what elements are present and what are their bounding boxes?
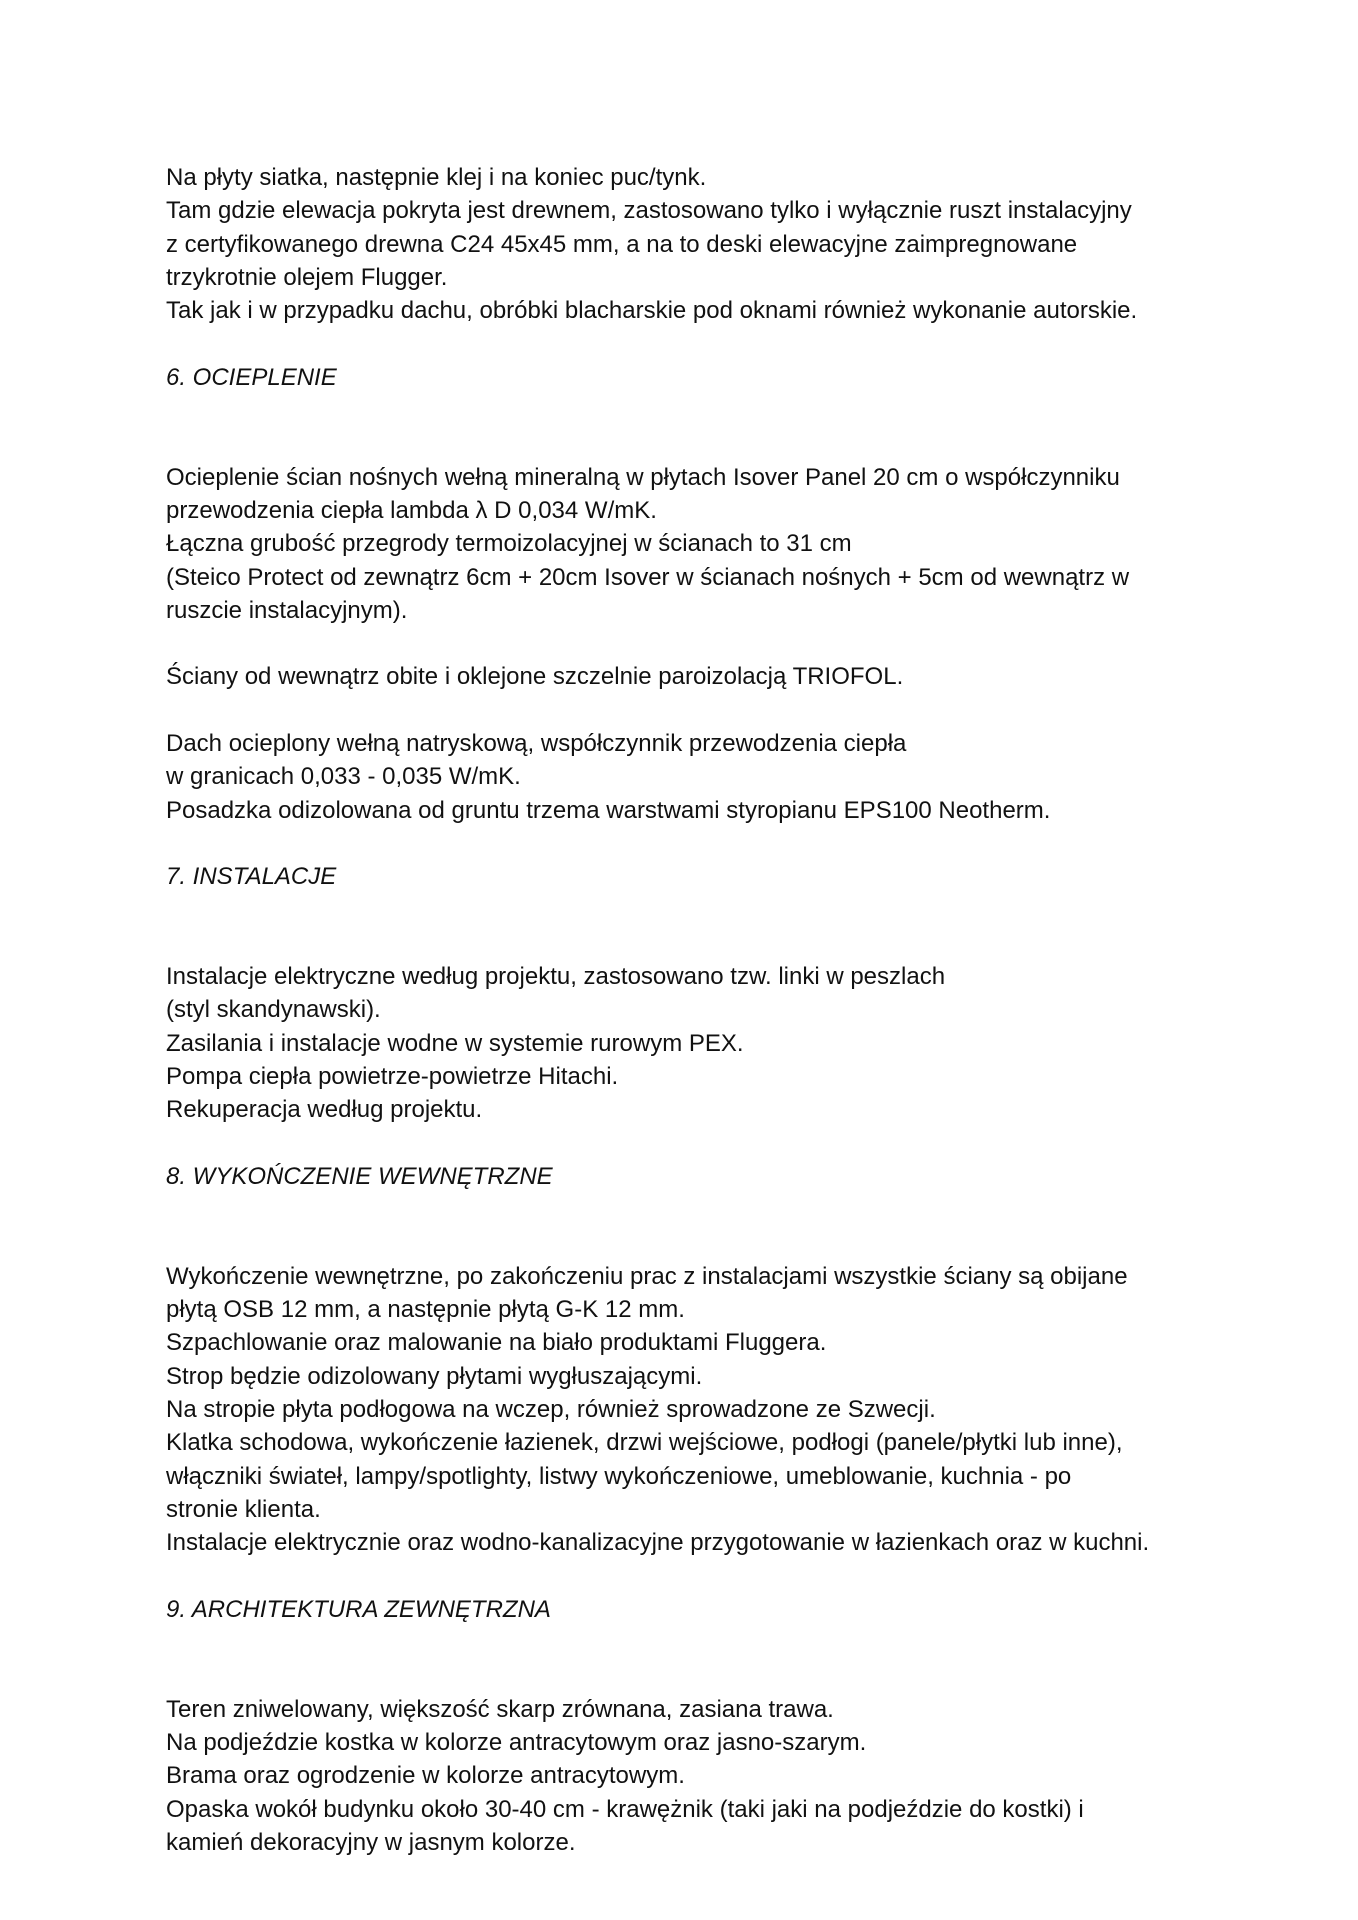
document-page [166,161,1226,1859]
section-heading: 9. ARCHITEKTURA ZEWNĘTRZNA [166,1595,551,1623]
text-line: Na podjeździe kostka w kolorze antracytowym oraz jasno-szarym. [166,1728,867,1756]
paragraph [166,1260,1226,1560]
text-line: przewodzenia ciepła lambda λ D 0,034 W/mK. [166,496,657,524]
paragraph-spacer [166,694,1226,727]
paragraph-spacer [166,827,1226,860]
paragraph-spacer [166,1659,1226,1692]
text-line: trzykrotnie olejem Flugger. [166,263,448,291]
text-line: włączniki świateł, lampy/spotlighty, listwy wykończeniowe, umeblowanie, kuchnia - po [166,1462,1072,1490]
paragraph [166,960,1226,1126]
text-line: Rekuperacja według projektu. [166,1096,483,1124]
text-line: Opaska wokół budynku około 30-40 cm - krawężnik (taki jaki na podjeździe do kostki) i [166,1795,1084,1823]
text-line: Wykończenie wewnętrzne, po zakończeniu prac z instalacjami wszystkie ściany są obijane [166,1262,1128,1290]
paragraph [166,461,1226,627]
text-line: Klatka schodowa, wykończenie łazienek, drzwi wejściowe, podłogi (panele/płytki lub inne), [166,1429,1123,1457]
text-line: Szpachlowanie oraz malowanie na biało produktami Fluggera. [166,1329,827,1357]
paragraph-spacer [166,394,1226,427]
section-heading: 8. WYKOŃCZENIE WEWNĘTRZNE [166,1162,553,1190]
text-line: ruszcie instalacyjnym). [166,596,408,624]
text-line: z certyfikowanego drewna C24 45x45 mm, a na to deski elewacyjne zaimpregnowane [166,230,1078,258]
paragraph-spacer [166,327,1226,360]
paragraph-spacer [166,1193,1226,1226]
paragraph-spacer [166,894,1226,927]
section-heading: 7. INSTALACJE [166,863,337,891]
text-line: Instalacje elektryczne według projektu, zastosowano tzw. linki w peszlach [166,963,946,991]
text-line: (styl skandynawski). [166,996,381,1024]
text-line: stronie klienta. [166,1495,321,1523]
paragraph-spacer [166,1559,1226,1592]
text-line: Ściany od wewnątrz obite i oklejone szczelnie paroizolacją TRIOFOL. [166,663,904,691]
text-line: Strop będzie odizolowany płytami wygłuszającymi. [166,1362,703,1390]
text-line: Na stropie płyta podłogowa na wczep, również sprowadzone ze Szwecji. [166,1395,936,1423]
paragraph-spacer [166,1127,1226,1160]
text-line: w granicach 0,033 - 0,035 W/mK. [166,763,521,791]
section-heading: 6. OCIEPLENIE [166,363,337,391]
text-line: Ocieplenie ścian nośnych wełną mineralną w płytach Isover Panel 20 cm o współczynniku [166,463,1120,491]
text-line: kamień dekoracyjny w jasnym kolorze. [166,1828,576,1856]
text-line: płytą OSB 12 mm, a następnie płytą G-K 12 mm. [166,1296,685,1324]
text-line: Teren zniwelowany, większość skarp zrównana, zasiana trawa. [166,1695,834,1723]
text-line: Tam gdzie elewacja pokryta jest drewnem, zastosowano tylko i wyłącznie ruszt instalacyjny [166,197,1132,225]
paragraph [166,660,1226,693]
paragraph [166,161,1226,327]
paragraph-spacer [166,627,1226,660]
text-line: Dach ocieplony wełną natryskową, współczynnik przewodzenia ciepła [166,730,907,758]
text-line: Na płyty siatka, następnie klej i na koniec puc/tynk. [166,164,707,191]
text-line: Posadzka odizolowana od gruntu trzema warstwami styropianu EPS100 Neotherm. [166,796,1051,824]
paragraph-spacer [166,1227,1226,1260]
text-line: Zasilania i instalacje wodne w systemie rurowym PEX. [166,1029,744,1057]
paragraph-spacer [166,927,1226,960]
text-line: Tak jak i w przypadku dachu, obróbki blacharskie pod oknami również wykonanie autorskie. [166,297,1138,325]
paragraph-spacer [166,427,1226,460]
text-line: Brama oraz ogrodzenie w kolorze antracytowym. [166,1762,685,1790]
text-line: Instalacje elektrycznie oraz wodno-kanalizacyjne przygotowanie w łazienkach oraz w kuchni. [166,1529,1150,1557]
text-line: Łączna grubość przegrody termoizolacyjnej w ścianach to 31 cm [166,530,852,558]
text-line: (Steico Protect od zewnątrz 6cm + 20cm Isover w ścianach nośnych + 5cm od wewnątrz w [166,563,1130,591]
paragraph [166,727,1226,827]
paragraph-spacer [166,1626,1226,1659]
paragraph [166,1693,1226,1859]
text-line: Pompa ciepła powietrze-powietrze Hitachi. [166,1063,619,1091]
